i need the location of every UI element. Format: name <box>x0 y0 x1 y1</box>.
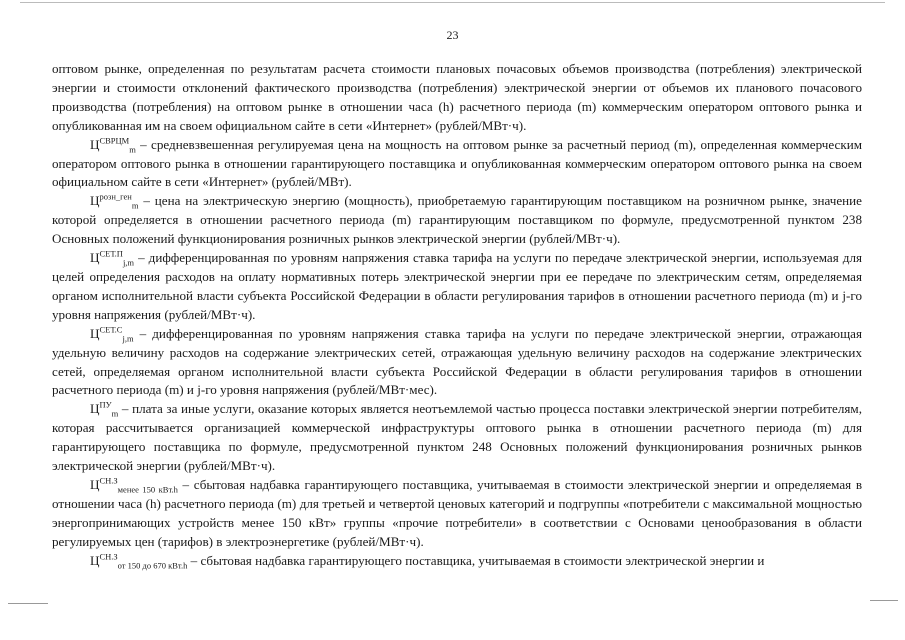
definition-sn-150-670 <box>52 552 862 571</box>
symbol-superscript: СВРЦМ <box>99 135 130 146</box>
symbol-superscript: ПУ <box>99 399 112 410</box>
paragraph-text: оптовом рынке, определенная по результатам расчета стоимости плановых почасовых объемов производства (потребления) электрической энергии и стоимости отклонений фактического производства (потребления) электрической энергии от объемов их планового почасового производства (потребления) на оптовом рынке в отношении часа (h) расчетного периода (m) коммерческим оператором оптового рынка и опубликованная им на своем официальном сайте в сети «Интернет» (рублей/МВт·ч). <box>52 61 862 133</box>
definition-text: – сбытовая надбавка гарантирующего поставщика, учитываемая в стоимости электрической энергии и определяемая в отношении часа (h) расчетного периода (m) для третьей и четвертой ценовых категорий и подгруппы «потребители с максимальной мощностью энергопринимающих устройств менее 150 кВт» группы «прочие потребители» в соответствии с Основами ценообразования в области регулируемых цен (тарифов) в электроэнергетике (рублей/МВт·ч). <box>52 476 863 549</box>
symbol-subscript: m <box>111 408 119 419</box>
symbol-subscript: j,m <box>122 333 134 344</box>
symbol-superscript: СЕТ.С <box>99 324 123 335</box>
page-number: 23 <box>446 28 459 42</box>
definition-rozn-gen <box>52 192 862 249</box>
price-symbol: Ц <box>90 136 100 152</box>
symbol-subscript: m <box>131 200 139 211</box>
price-symbol: Ц <box>90 552 100 568</box>
price-symbol: Ц <box>90 193 100 209</box>
scan-artifact-left <box>8 603 48 604</box>
definition-text: – дифференцированная по уровням напряжения ставка тарифа на услуги по передаче электрической энергии, отражающая удельную величину расходов на содержание электрических сетей, отражающая удельную величину расходов на содержание электрических сетей, определяемая органом исполнительной власти субъекта Российской Федерации в области регулирования тарифов в отношении расчетного периода (m) и j-го уровня напряжения (рублей/МВт·мес). <box>52 325 862 398</box>
definition-text: – средневзвешенная регулируемая цена на мощность на оптовом рынке за расчетный период (m), определенная коммерческим оператором оптового рынка в отношении гарантирующего поставщика и опубликованная коммерческим оператором оптового рынка на своем официальном сайте в сети «Интернет» (рублей/МВт). <box>52 136 862 190</box>
definition-text: – плата за иные услуги, оказание которых является неотъемлемой частью процесса поставки электрической энергии потребителям, которая рассчитывается организацией коммерческой инфраструктуры оптового рынка в отношении расчетного периода (m) для гарантирующего поставщика по формуле, предусмотренной пунктом 248 Основных положений функционирования розничных рынков электрической энергии (рублей/МВт·ч). <box>52 401 862 474</box>
paragraph-continuation <box>52 60 862 136</box>
definition-text: – цена на электрическую энергию (мощность), приобретаемую гарантирующим поставщиком на розничном рынке, значение которой определяется в отношении расчетного периода (m) гарантирующим поставщиком по формуле, предусмотренной пунктом 238 Основных положений функционирования розничных рынков электрической энергии (рублей/МВт·ч). <box>52 193 862 247</box>
scan-edge-top <box>20 2 885 3</box>
price-symbol: Ц <box>90 401 100 417</box>
symbol-subscript: менее 150 кВт.h <box>117 484 178 495</box>
price-symbol: Ц <box>90 476 100 492</box>
symbol-superscript: СЕТ.П <box>99 248 123 259</box>
definition-text: – дифференцированная по уровням напряжения ставка тарифа на услуги по передаче электрической энергии, используемая для целей определения расходов на оплату нормативных потерь электрической энергии при ее передаче по электрическим сетям, определяемая органом исполнительной власти субъекта Российской Федерации в области регулирования тарифов в отношении расчетного периода (m) и j-го уровня напряжения (рублей/МВт·ч). <box>52 250 862 322</box>
symbol-subscript: от 150 до 670 кВт.h <box>117 560 188 571</box>
document-body <box>52 60 862 570</box>
symbol-subscript: j,m <box>122 257 135 268</box>
definition-svrcm <box>52 136 862 193</box>
symbol-superscript: СН.З <box>99 475 118 486</box>
definition-pu <box>52 400 862 476</box>
price-symbol: Ц <box>90 250 100 266</box>
symbol-superscript: СН.З <box>99 551 118 562</box>
symbol-superscript: розн_ген <box>99 191 132 202</box>
definition-set-p <box>52 249 862 325</box>
definition-text: – сбытовая надбавка гарантирующего поставщика, учитываемая в стоимости электрической энергии и <box>187 552 765 568</box>
scan-artifact-right <box>870 600 898 601</box>
definition-sn-less-150 <box>52 476 862 552</box>
symbol-subscript: m <box>129 144 136 155</box>
definition-set-s <box>52 325 862 401</box>
price-symbol: Ц <box>90 325 100 341</box>
